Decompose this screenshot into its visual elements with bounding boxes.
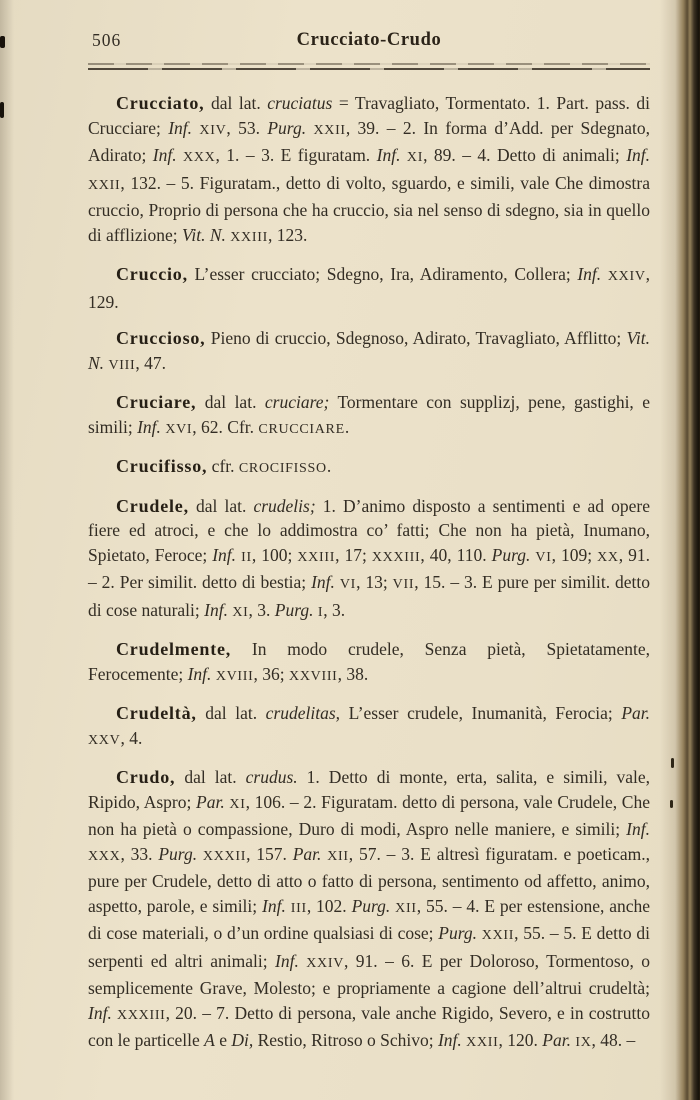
text-segment [601, 264, 608, 284]
text-segment: dal lat. [175, 767, 246, 787]
header-rule-top-line [88, 63, 650, 65]
dictionary-entry-crudeltà [88, 701, 650, 753]
text-segment: . [326, 456, 332, 476]
text-segment: Purg. [274, 599, 314, 620]
text-segment: Inf. [262, 895, 286, 916]
text-segment: Inf. [437, 1030, 462, 1050]
text-segment: IX [575, 1035, 592, 1050]
text-segment: , 120. [498, 1030, 543, 1050]
text-segment: L’esser crudele, Inumanità, Ferocia; [340, 703, 622, 723]
text-segment: Inf. [88, 1002, 112, 1023]
text-segment: , 33. [120, 843, 159, 864]
text-segment: A [204, 1030, 215, 1050]
text-segment: Inf. [577, 264, 602, 284]
text-segment: XXIII [230, 229, 268, 245]
dictionary-entry-crucciato [88, 91, 650, 250]
text-segment: VI [535, 549, 552, 565]
text-segment: , 89. – 4. Detto di animali; [423, 145, 627, 165]
dictionary-entry-cruccio [88, 262, 650, 314]
scan-speck [0, 36, 5, 48]
text-segment: , 157. [246, 843, 293, 864]
text-segment: Inf. [152, 145, 177, 165]
text-segment: CROCIFISSO [238, 461, 327, 476]
text-segment: , 102. [306, 895, 352, 916]
text-segment: , 91. – 6. E per Doloroso, Tormentoso, o semplicemente Grave, Molesto; e propriamente a cagione dell’altrui crudeltà; [88, 950, 650, 998]
text-segment: XXX [183, 150, 216, 165]
text-segment: , 48. – [591, 1030, 636, 1050]
text-segment: , 20. – 7. Detto di persona, vale anche Rigido, Severo, e in costrutto con le particelle [88, 1002, 651, 1050]
text-segment: cfr. [207, 456, 239, 476]
text-segment: cruciare; [264, 392, 330, 412]
text-segment: e [214, 1030, 232, 1050]
page-content [88, 30, 650, 1056]
book-binding-edge [660, 0, 700, 1100]
text-segment: XXV [88, 732, 121, 748]
text-segment: crudelis; [253, 495, 316, 516]
text-segment: , 39. – 2. In forma d’Add. per Sdegnato, Adirato; [88, 117, 651, 165]
text-segment: XI [406, 150, 424, 165]
text-segment: , 3. [323, 599, 346, 620]
text-segment: , 62. Cfr. [192, 416, 259, 437]
text-segment: XII [327, 848, 349, 864]
text-segment: , 106. – 2. Figuratam. detto di persona, vale Crudele, Che non ha pietà o compassione, Duro di modi, Aspro nelle maniere, e simili; [88, 791, 650, 839]
text-segment: Inf. [311, 572, 335, 592]
text-segment: Inf. [376, 145, 401, 165]
text-segment: Purg. [491, 544, 531, 565]
text-segment: Purg. [267, 117, 307, 138]
text-segment: Inf. [187, 663, 212, 684]
text-segment: Par. [292, 843, 322, 864]
text-segment: Tormentare con supplizj, pene, gastighi, e simili; [88, 392, 651, 437]
text-segment: Purg. [158, 843, 198, 864]
text-segment: XXXII [202, 848, 247, 864]
text-segment: L’esser crucciato; Sdegno, Ira, Adiramento, Collera; [187, 264, 578, 284]
headword: Crudele, [116, 495, 189, 516]
dictionary-entry-crudele [88, 494, 650, 626]
text-segment: CRUCCIARE [258, 421, 345, 437]
text-segment: XXII [466, 1035, 499, 1050]
text-segment: , 55. – 4. E per estensione, anche di cose materiali, o d’un ordine qualsiasi di cose; [88, 895, 651, 943]
text-segment: Par. [196, 791, 225, 812]
text-segment: , 17; [335, 544, 372, 565]
text-segment: XII [395, 900, 417, 916]
text-segment: , 3. [248, 599, 275, 620]
dictionary-entry-cruciare [88, 390, 650, 442]
text-segment: Purg. [351, 895, 391, 916]
text-segment: VIII [108, 357, 136, 373]
text-segment: VII [392, 577, 415, 592]
text-segment: , 36; [253, 663, 290, 684]
text-segment: XIV [199, 122, 227, 138]
header-title: Crucciato-Crudo [296, 30, 442, 50]
text-segment: , 47. [135, 352, 166, 373]
text-segment: , 38. [337, 663, 369, 684]
text-segment: Pieno di cruccio, Sdegnoso, Adirato, Travagliato, Afflitto; [205, 328, 627, 348]
text-segment: XVI [165, 421, 193, 437]
text-segment: XXII [481, 928, 515, 943]
text-segment: Vit. N. [181, 224, 226, 245]
text-segment: Vit. N. [88, 328, 650, 373]
text-segment: Inf. [626, 145, 651, 165]
header-rule-bottom-line [88, 68, 650, 70]
text-segment: I [317, 604, 324, 620]
text-segment: XXII [313, 122, 346, 138]
headword: Crudelmente, [116, 639, 232, 659]
text-segment: = Travagliato, Tormentato. 1. Part. pass. di Crucciare; [88, 93, 651, 138]
dictionary-entry-crudelmente [88, 637, 650, 689]
text-segment: XXIII [297, 549, 336, 565]
dictionary-entry-crucifisso [88, 454, 650, 482]
text-segment: Par. [621, 703, 651, 723]
text-segment: Par. [542, 1030, 571, 1050]
text-segment: , 129. [88, 264, 651, 312]
scan-speck [670, 800, 673, 808]
header-rule [88, 63, 650, 70]
text-segment: , 13; [356, 572, 393, 592]
text-segment: XXVIII [289, 668, 338, 684]
text-segment: Di, [231, 1030, 254, 1050]
text-segment: Inf. [137, 416, 161, 437]
text-segment: . [344, 416, 350, 437]
text-segment: , 4. [120, 727, 143, 748]
text-segment: dal lat. [196, 703, 266, 723]
text-segment: Inf. [212, 544, 237, 565]
dictionary-entry-crudo [88, 765, 650, 1056]
text-segment: 1. D’animo disposto a sentimenti e ad opere fiere ed atroci, e che lo addimostra co’ fatti; Che non ha pietà, Inumano, Spietato, Feroce; [88, 495, 650, 565]
headword: Crucifisso, [116, 456, 208, 476]
text-segment: XXXIII [117, 1007, 166, 1023]
text-segment: , 15. – 3. E pure per similit. detto di cose naturali; [88, 572, 651, 620]
text-segment: , 57. – 3. E altresì figuratam. e poeticam., pure per Crudele, detto di atto o fatto di persona, sentimento od affetto, animo, aspetto, parole, e simili; [88, 843, 651, 916]
text-segment: , 55. – 5. E detto di serpenti ed altri animali; [88, 923, 651, 971]
headword: Cruciare, [116, 392, 197, 412]
text-segment: Inf. [626, 819, 650, 839]
text-segment: XI [229, 796, 246, 812]
text-segment: crudelitas, [265, 703, 341, 723]
page-number: 506 [92, 30, 122, 50]
text-segment: XXIV [607, 269, 646, 284]
scan-speck [0, 102, 4, 118]
text-segment: dal lat. [188, 495, 254, 516]
text-segment: , 53. [226, 117, 268, 138]
text-segment: , 91. – 2. Per similit. detto di bestia; [88, 544, 651, 592]
text-segment: XX [597, 549, 619, 565]
text-segment: Purg. [438, 923, 478, 943]
text-segment: XI [232, 604, 249, 620]
headword: Cruccio, [116, 264, 188, 284]
text-segment: XXII [88, 177, 121, 193]
dictionary-entry-cruccioso [88, 326, 650, 378]
text-segment: In modo crudele, Senza pietà, Spietatamente, Ferocemente; [88, 639, 650, 684]
headword: Crudeltà, [116, 703, 197, 723]
text-segment: II [241, 549, 252, 565]
running-header [88, 30, 650, 56]
text-segment: 1. Detto di monte, erta, salita, e simili, vale, Ripido, Aspro; [88, 767, 650, 812]
text-segment: XXX [88, 848, 121, 864]
text-segment: , 100; [251, 544, 298, 565]
text-segment: VI [339, 577, 357, 592]
text-segment: XXXIII [371, 549, 421, 565]
headword: Crudo, [116, 767, 176, 787]
headword: Crucciato, [116, 93, 205, 113]
text-segment: crudus. [245, 767, 298, 787]
text-segment: , 1. – 3. E figuratam. [215, 145, 377, 165]
page-left-shadow [0, 0, 14, 1100]
text-segment: XXIV [306, 955, 345, 971]
text-segment: dal lat. [204, 93, 268, 113]
text-segment: Inf. [204, 599, 228, 620]
dictionary-entries [88, 91, 650, 1056]
text-segment: III [290, 900, 307, 916]
text-segment: Inf. [275, 950, 299, 971]
text-segment: cruciatus [267, 93, 333, 113]
scan-speck [671, 758, 674, 768]
text-segment: Inf. [168, 117, 193, 138]
text-segment: , 123. [267, 224, 308, 245]
text-segment: dal lat. [196, 392, 265, 412]
headword: Cruccioso, [116, 328, 206, 348]
text-segment: , 40, 110. [420, 544, 492, 565]
text-segment: XVIII [215, 668, 254, 684]
text-segment: , 109; [551, 544, 598, 565]
text-segment: , 132. – 5. Figuratam., detto di volto, sguardo, e simili, vale Che dimostra cruccio, Proprio di persona che ha cruccio, sia nel senso di sdegno, sia in quello di afflizione; [88, 172, 650, 245]
text-segment: Restio, Ritroso o Schivo; [253, 1030, 438, 1050]
